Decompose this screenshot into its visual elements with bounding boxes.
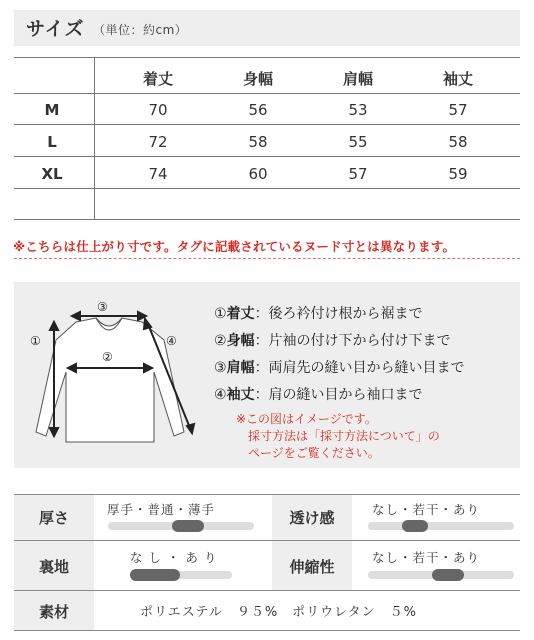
marker-3: ③: [97, 300, 108, 314]
cell: 59: [448, 165, 468, 183]
material-label: 素材: [38, 603, 69, 621]
cell: 72: [148, 133, 168, 151]
table-line: [14, 156, 520, 157]
thickness-label: 厚さ: [38, 509, 69, 527]
col-header-chest: 身幅: [242, 70, 273, 88]
sheerness-track: [368, 522, 514, 530]
size-label: L: [47, 133, 57, 151]
stretch-options: なし・若干・あり: [372, 550, 481, 565]
cell: 58: [448, 133, 468, 151]
shirt-outline: [36, 318, 184, 442]
cell: 55: [348, 133, 368, 151]
cell: 60: [248, 165, 268, 183]
legend-shoulder: ③肩幅：両肩先の縫い目から縫い目まで: [214, 360, 465, 376]
col-header-shoulder: 肩幅: [342, 70, 373, 88]
table-divider: [94, 57, 95, 219]
disclaimer-line: 採寸方法は「採寸方法について」の: [248, 429, 440, 443]
col-header-sleeve: 袖丈: [442, 70, 473, 88]
marker-4: ④: [166, 334, 177, 348]
disclaimer-line: ページをご覧ください。: [248, 446, 380, 460]
thickness-options: 厚手・普通・薄手: [107, 502, 216, 517]
sheerness-label: 透け感: [289, 509, 335, 527]
cell: 57: [448, 101, 468, 119]
cell: 70: [148, 101, 168, 119]
col-header-length: 着丈: [142, 70, 173, 88]
sheerness-options: なし・若干・あり: [372, 502, 481, 517]
table-line: [14, 57, 520, 58]
lining-knob: [130, 569, 180, 581]
stretch-label: 伸縮性: [289, 558, 335, 576]
size-label: M: [44, 101, 60, 119]
table-line: [14, 188, 520, 189]
thickness-knob: [172, 520, 204, 532]
cell: 57: [348, 165, 368, 183]
cell: 74: [148, 165, 168, 183]
lining-options: な し ・ あ り: [130, 550, 218, 565]
shirt-diagram: [14, 282, 214, 468]
table-line: [14, 124, 520, 125]
legend-length: ①着丈：後ろ衿付け根から裾まで: [214, 306, 423, 322]
finished-size-note: ※こちらは仕上がり寸です。タグに記載されているヌード寸とは異なります。: [13, 239, 456, 254]
size-unit: （単位：約cm）: [93, 23, 188, 37]
cell: 58: [248, 133, 268, 151]
disclaimer-line: ※この図はイメージです。: [236, 412, 377, 426]
legend-sleeve: ④袖丈：肩の縫い目から袖口まで: [214, 387, 423, 403]
fabric-line: [14, 630, 520, 631]
table-line: [14, 93, 520, 94]
stretch-knob: [432, 569, 464, 581]
marker-1: ①: [30, 334, 41, 348]
size-label: XL: [41, 165, 63, 183]
lining-label: 裏地: [38, 558, 69, 576]
size-title: サイズ: [26, 18, 85, 40]
cell: 53: [348, 101, 368, 119]
size-header: [14, 10, 520, 46]
table-line: [14, 219, 520, 220]
cell: 56: [248, 101, 268, 119]
legend-chest: ②身幅：片袖の付け下から付け下まで: [214, 333, 451, 349]
marker-2: ②: [102, 350, 113, 364]
sheerness-knob: [402, 520, 428, 532]
material-value: ポリエステル ９５% ポリウレタン ５%: [140, 605, 418, 620]
note-divider: [14, 258, 520, 259]
